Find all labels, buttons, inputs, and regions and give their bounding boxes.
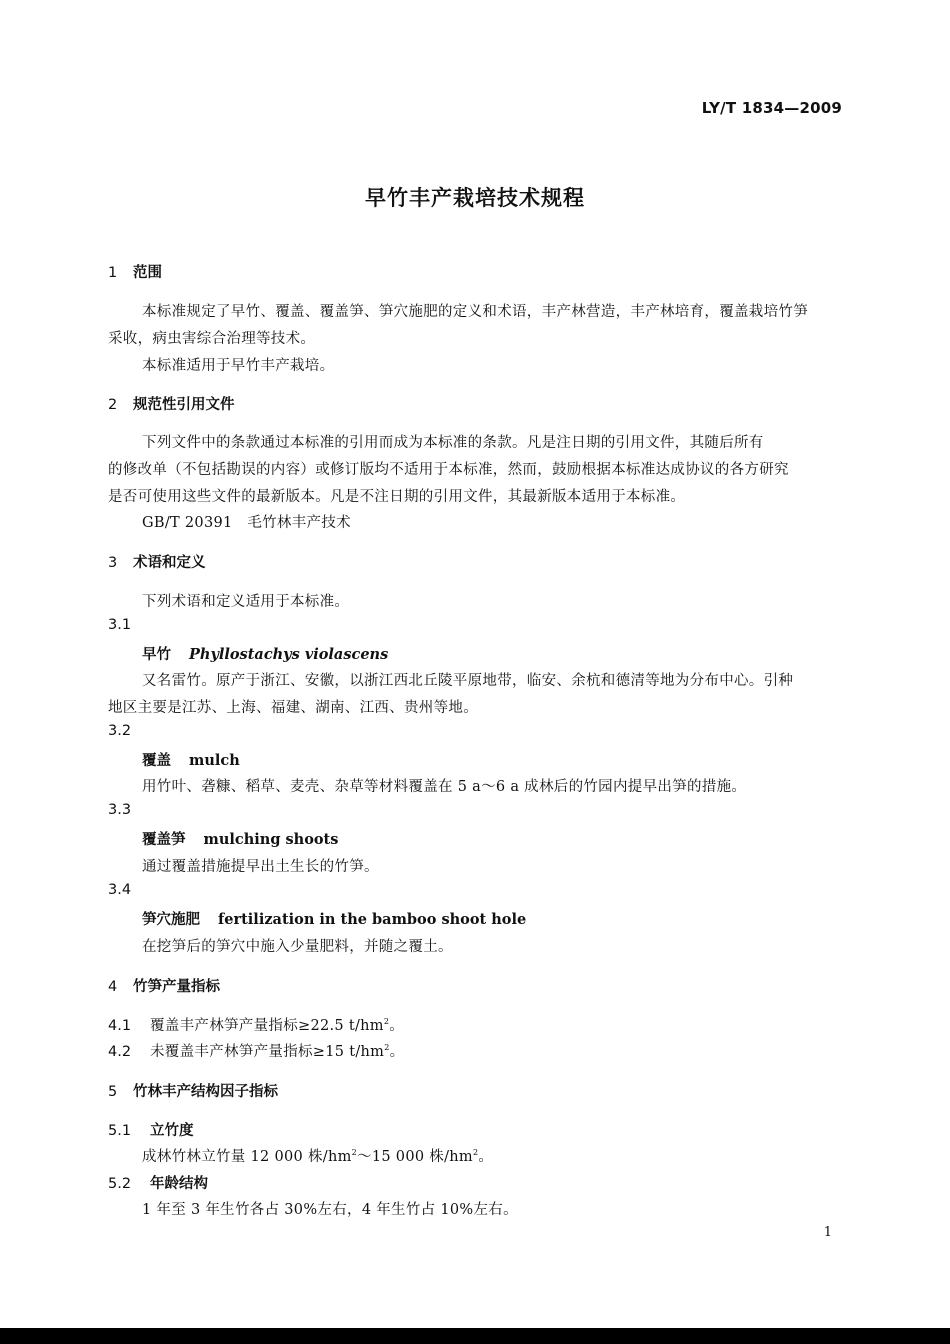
section-2-heading — [108, 393, 235, 414]
scan-border — [0, 1328, 950, 1344]
term-en: mulch — [189, 752, 240, 769]
paragraph: 本标准规定了早竹、覆盖、覆盖笋、笋穴施肥的定义和术语，丰产林营造，丰产林培育，覆盖栽培竹笋 — [142, 304, 808, 320]
term-definition: 通过覆盖措施提早出土生长的竹笋。 — [142, 859, 379, 875]
indicator-item — [108, 1040, 404, 1061]
term-number: 3.4 — [108, 882, 132, 898]
subsection-heading — [108, 1172, 208, 1193]
section-title: 竹林丰产结构因子指标 — [133, 1084, 278, 1100]
section-number: 3 — [108, 555, 118, 571]
item-text: 未覆盖丰产林笋产量指标≥15 $t/hm^2$。 — [150, 1043, 405, 1060]
page-number: 1 — [823, 1225, 832, 1240]
term-en: mulching shoots — [203, 831, 339, 848]
subsection-number: 5.1 — [108, 1123, 132, 1139]
section-3-heading — [108, 551, 206, 572]
paragraph: 1 年至 3 年生竹各占 30%左右，4 年生竹占 10%左右。 — [142, 1202, 518, 1218]
term-en: Phyllostachys violascens — [189, 646, 389, 663]
paragraph: 成林竹林立竹量 12 000 株$/hm^2\sim 15$ 000 株$/hm^2$。 — [142, 1148, 494, 1165]
section-number: 1 — [108, 265, 118, 281]
paragraph: 的修改单（不包括勘误的内容）或修订版均不适用于本标准，然而，鼓励根据本标准达成协议的各方研究 — [108, 462, 789, 478]
section-5-heading — [108, 1080, 278, 1101]
term-definition: 在挖笋后的笋穴中施入少量肥料，并随之覆土。 — [142, 939, 453, 955]
term-heading — [142, 749, 240, 770]
paragraph: 下列术语和定义适用于本标准。 — [142, 594, 350, 610]
paragraph: 是否可使用这些文件的最新版本。凡是不注日期的引用文件，其最新版本适用于本标准。 — [108, 489, 686, 505]
term-zh: 覆盖 — [142, 753, 171, 769]
section-title: 竹笋产量指标 — [133, 979, 220, 995]
paragraph: 本标准适用于早竹丰产栽培。 — [142, 358, 335, 374]
subsection-title: 立竹度 — [150, 1123, 194, 1139]
term-en: fertilization in the bamboo shoot hole — [218, 911, 527, 928]
subsection-number: 5.2 — [108, 1176, 132, 1192]
term-number: 3.2 — [108, 723, 132, 739]
term-zh: 笋穴施肥 — [142, 912, 200, 928]
subsection-title: 年龄结构 — [150, 1176, 208, 1192]
term-number: 3.1 — [108, 617, 132, 633]
term-definition: 又名雷竹。原产于浙江、安徽，以浙江西北丘陵平原地带，临安、余杭和德清等地为分布中心。引种 — [142, 673, 794, 689]
document-title: 早竹丰产栽培技术规程 — [365, 186, 585, 210]
paragraph: 下列文件中的条款通过本标准的引用而成为本标准的条款。凡是注日期的引用文件，其随后所有 — [142, 435, 764, 451]
term-number: 3.3 — [108, 802, 132, 818]
indicator-item — [108, 1014, 404, 1035]
document-code: LY/T 1834—2009 — [701, 99, 842, 117]
paragraph: 采收，病虫害综合治理等技术。 — [108, 331, 316, 347]
term-heading — [142, 643, 388, 664]
section-number: 4 — [108, 979, 118, 995]
reference-item: GB/T 20391 毛竹林丰产技术 — [142, 515, 351, 531]
section-title: 范围 — [133, 265, 162, 281]
section-number: 5 — [108, 1084, 118, 1100]
section-1-heading — [108, 261, 162, 282]
subsection-heading — [108, 1119, 194, 1140]
item-number: 4.2 — [108, 1044, 132, 1060]
section-4-heading — [108, 975, 220, 996]
term-definition: 地区主要是江苏、上海、福建、湖南、江西、贵州等地。 — [108, 700, 478, 716]
term-heading — [142, 828, 338, 849]
term-definition: 用竹叶、砻糠、稻草、麦壳、杂草等材料覆盖在 5 a～6 a 成林后的竹园内提早出笋的措施。 — [142, 779, 747, 795]
item-text: 覆盖丰产林笋产量指标≥22.5 $t/hm^2$。 — [150, 1017, 405, 1034]
section-number: 2 — [108, 397, 118, 413]
term-heading — [142, 908, 526, 929]
term-zh: 覆盖笋 — [142, 832, 186, 848]
item-number: 4.1 — [108, 1018, 132, 1034]
section-title: 术语和定义 — [133, 555, 206, 571]
term-zh: 早竹 — [142, 647, 171, 663]
section-title: 规范性引用文件 — [133, 397, 235, 413]
